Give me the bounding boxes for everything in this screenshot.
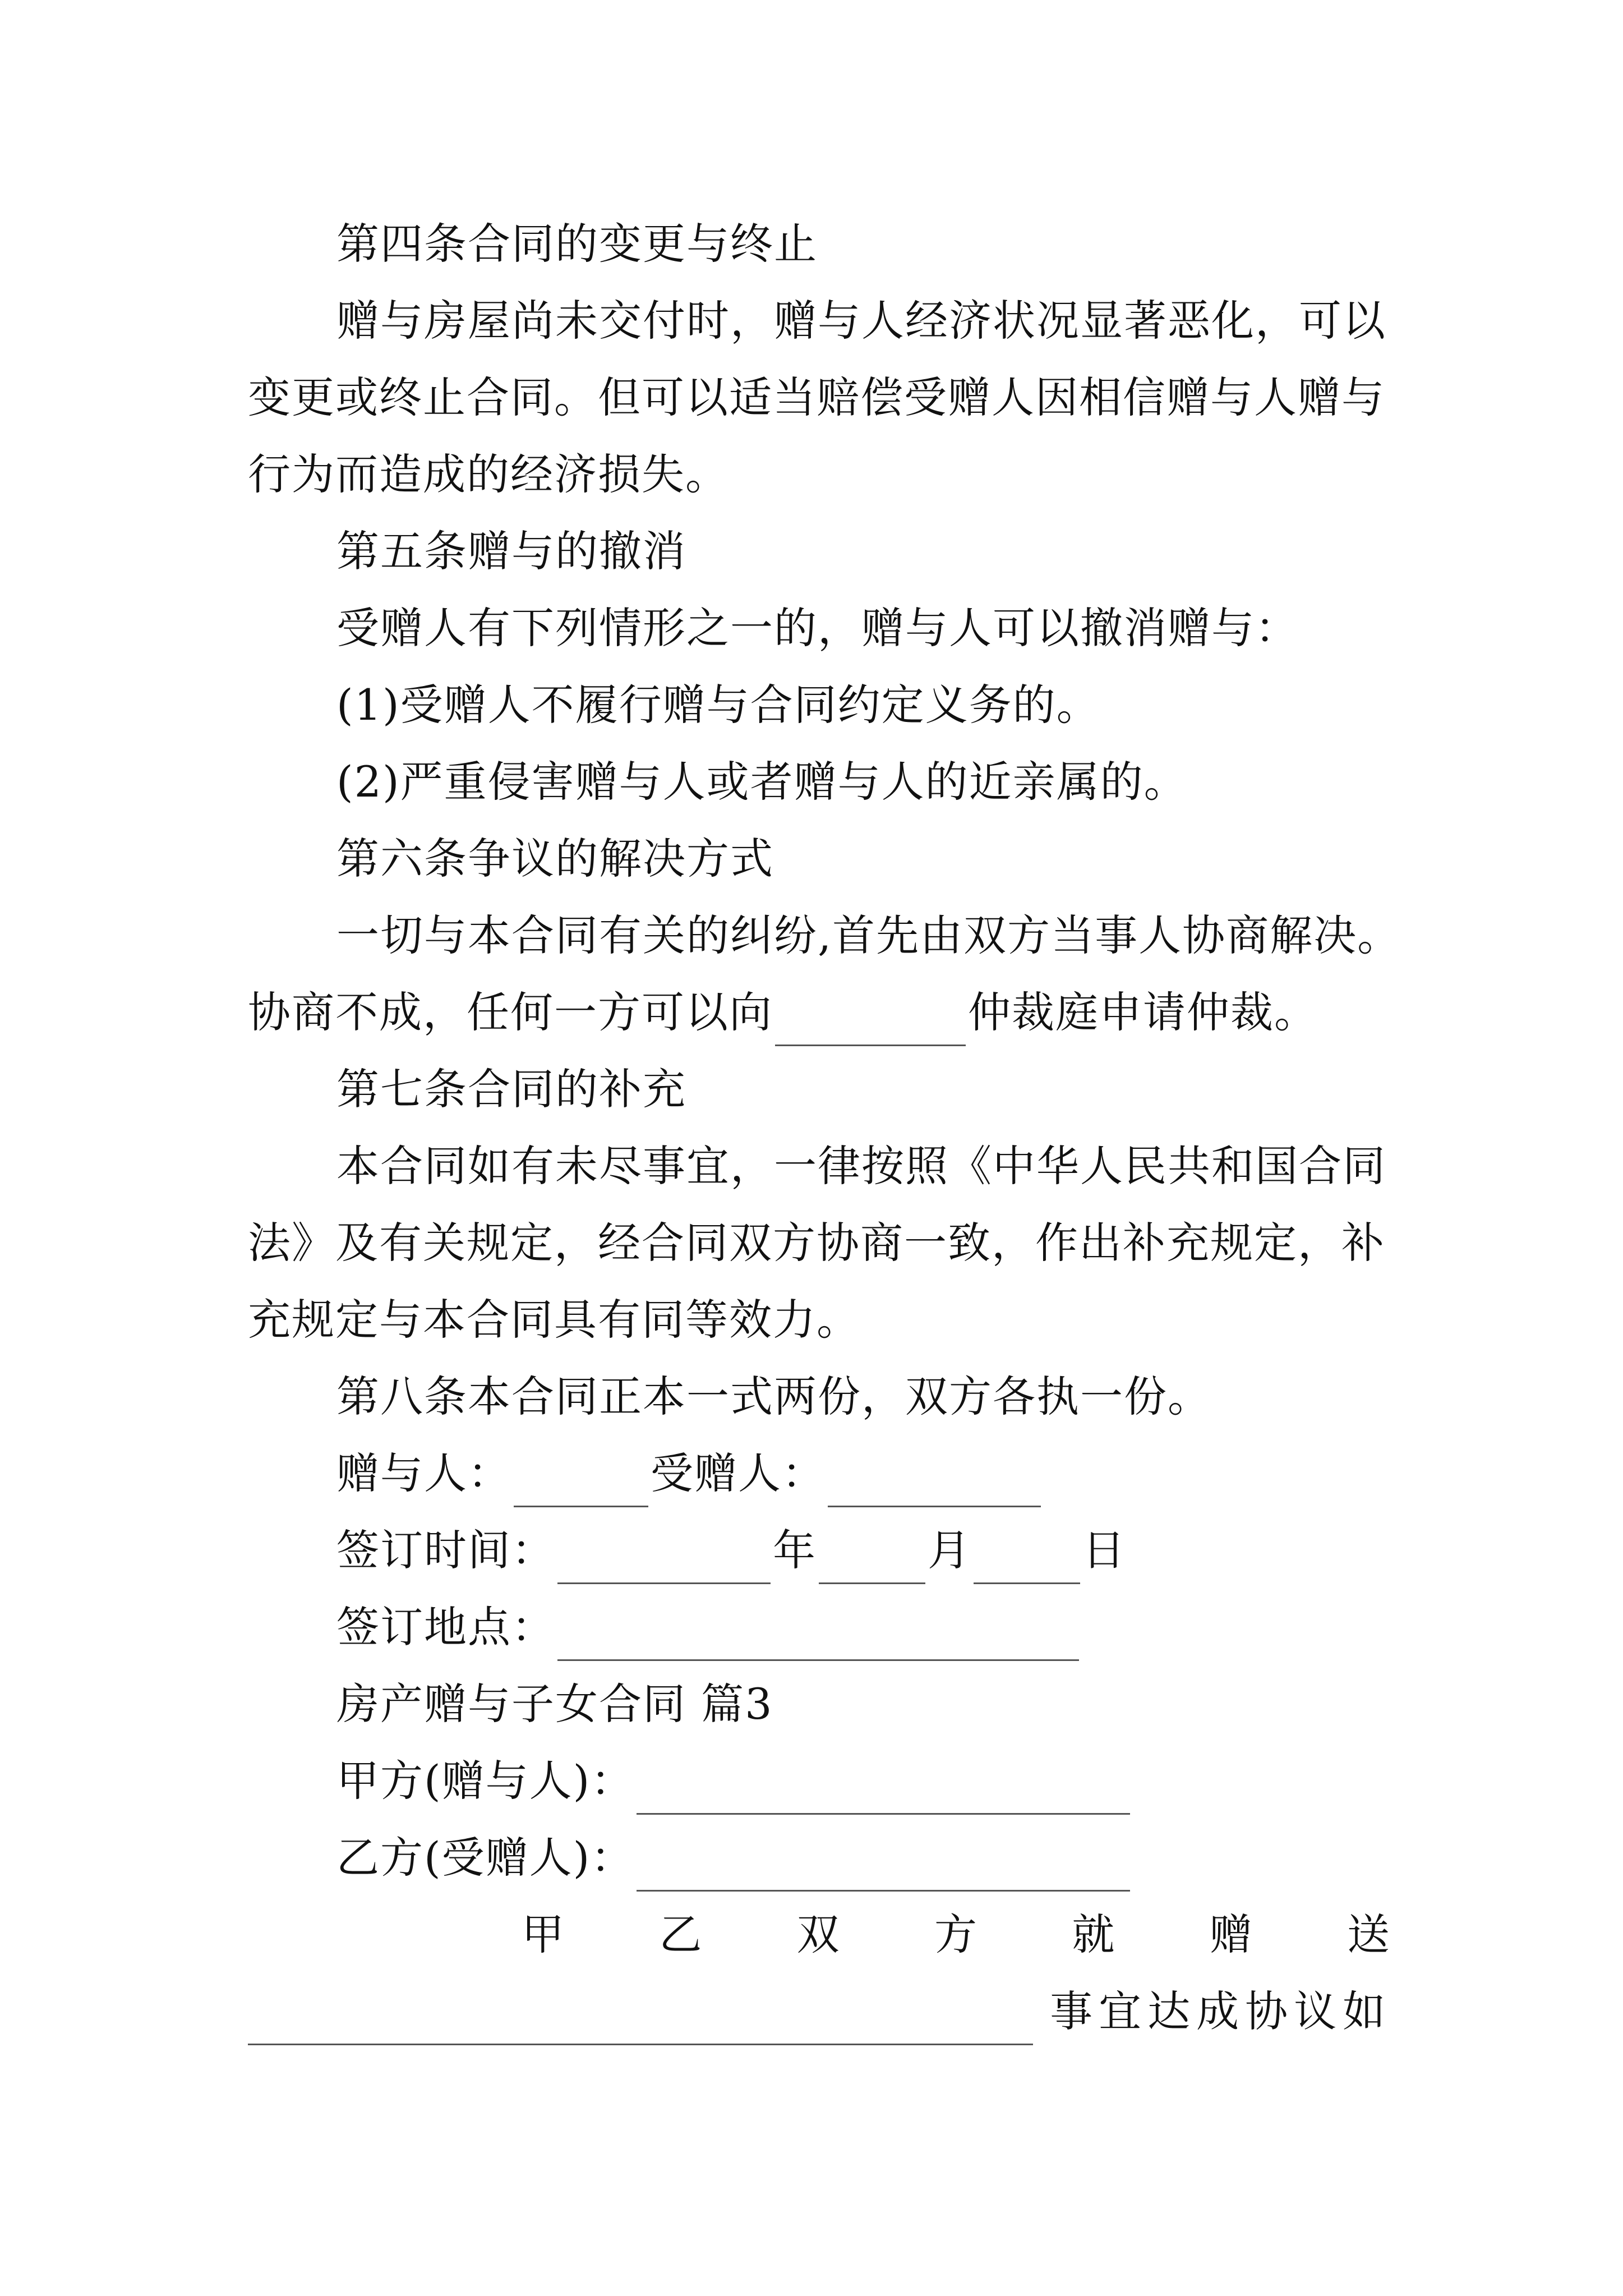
article4-text-line1: 赠与房屋尚未交付时，赠与人经济状况显著恶化，可以 [336,296,1386,346]
sign-month-blank[interactable] [819,1529,925,1584]
agreement-char: 方 [934,1910,977,1959]
party-b-blank[interactable] [637,1836,1130,1892]
sign-time-line [336,1517,1390,1584]
agreement-char: 双 [796,1910,840,1959]
article4-text-line3: 行为而造成的经济损失。 [248,449,729,499]
year-label: 年 [773,1525,817,1575]
donor-label: 赠与人： [336,1448,511,1498]
article7-text-line1: 本合同如有未尽事宜，一律按照《中华人民共和国合同 [336,1141,1386,1191]
sign-place-line [336,1594,1390,1661]
article5-item2: (2)严重侵害赠与人或者赠与人的近亲属的。 [336,757,1188,807]
agreement-tail-char: 如 [1343,1986,1387,2036]
article4-title: 第四条合同的变更与终止 [336,219,818,269]
agreement-char: 甲 [522,1910,564,1959]
agreement-char: 赠 [1209,1910,1252,1959]
agreement-tail-char: 达 [1147,1986,1192,2036]
agreement-tail-text [1050,1978,1386,2045]
article6-text-line1: 一切与本合同有关的纠纷,首先由双方当事人协商解决。 [336,910,1401,960]
gift-subject-blank[interactable] [248,1990,1033,2045]
agreement-char: 就 [1072,1910,1115,1959]
article5-intro: 受赠人有下列情形之一的，赠与人可以撤消赠与： [336,603,1299,653]
arbitration-blank[interactable] [775,991,966,1046]
article6-text-line2 [248,979,1390,1046]
agreement-tail-char: 议 [1294,1986,1338,2036]
signature-parties-line [336,1440,1390,1507]
agreement-tail-char: 事 [1050,1986,1094,2036]
agreement-tail-char: 宜 [1099,1986,1143,2036]
article7-text-line2: 法》及有关规定，经合同双方协商一致，作出补充规定，补 [248,1218,1385,1268]
article8-text: 第八条本合同正本一式两份，双方各执一份。 [336,1372,1211,1421]
agreement-spread-line [522,1901,1390,1968]
sign-time-label: 签订时间： [336,1525,555,1575]
article6-title: 第六条争议的解决方式 [336,834,774,884]
day-label: 日 [1082,1525,1126,1575]
article7-text-line3: 充规定与本合同具有同等效力。 [248,1295,860,1345]
party-b-line [336,1824,1390,1892]
article6-line2-suffix: 仲裁庭申请仲裁。 [968,987,1318,1037]
sign-day-blank[interactable] [974,1529,1080,1584]
party-a-line [336,1747,1390,1815]
sign-place-blank[interactable] [557,1605,1079,1661]
sign-place-label: 签订地点： [336,1602,555,1652]
agreement-tail-char: 成 [1196,1986,1241,2036]
agreement-char: 送 [1347,1910,1390,1959]
agreement-char: 乙 [659,1910,702,1959]
party-a-blank[interactable] [637,1759,1130,1815]
donee-label: 受赠人： [651,1448,826,1498]
agreement-tail-char: 协 [1245,1986,1289,2036]
agreement-tail-line [248,1978,1390,2045]
sign-year-blank[interactable] [557,1529,771,1584]
article6-line2-prefix: 协商不成，任何一方可以向 [248,987,773,1037]
section3-title: 房产赠与子女合同 篇3 [336,1679,773,1729]
article4-text-line2: 变更或终止合同。但可以适当赔偿受赠人因相信赠与人赠与 [248,372,1385,422]
donor-blank[interactable] [514,1452,648,1507]
party-b-label: 乙方(受赠人)： [336,1833,635,1883]
article5-title: 第五条赠与的撤消 [336,526,686,576]
article5-item1: (1)受赠人不履行赠与合同约定义务的。 [336,680,1100,730]
month-label: 月 [928,1525,971,1575]
article7-title: 第七条合同的补充 [336,1064,686,1114]
donee-blank[interactable] [828,1452,1041,1507]
party-a-label: 甲方(赠与人)： [336,1756,635,1806]
